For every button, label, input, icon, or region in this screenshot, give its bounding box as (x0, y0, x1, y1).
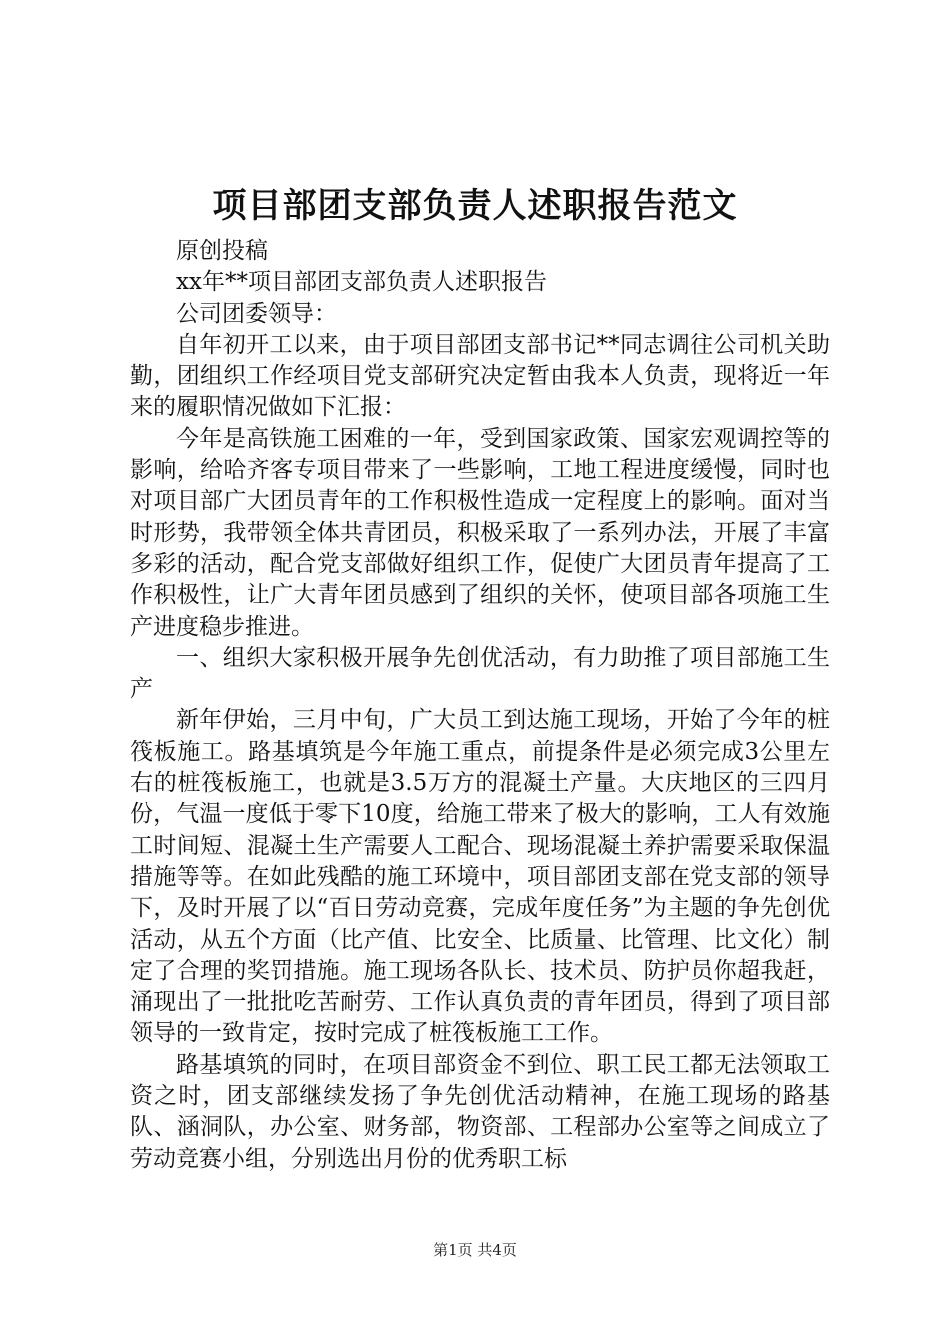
document-title: 项目部团支部负责人述职报告范文 (212, 186, 738, 226)
paragraph-roadbed: 路基填筑的同时，在项目部资金不到位、职工民工都无法领取工资之时，团支部继续发扬了争先创优活动精神，在施工现场的路基队、涵洞队，办公室、财务部，物资部、工程部办公室等之间成立了劳动竞赛小组，分别选出月份的优秀职工标 (130, 1051, 830, 1172)
paragraph-report-heading: xx年**项目部团支部负责人述职报告 (176, 269, 547, 296)
page-number-footer: 第1页 共4页 (433, 1241, 517, 1259)
document-body (130, 236, 830, 1175)
paragraph-competition: 新年伊始，三月中旬，广大员工到达施工现场，开始了今年的桩筏板施工。路基填筑是今年施工重点，前提条件是必须完成3公里左右的桩筏板施工，也就是3.5万方的混凝土产量。大庆地区的三四月份，气温一度低于零下10度，给施工带来了极大的影响，工人有效施工时间短、混凝土生产需要人工配合、现场混凝土养护需要采取保温措施等等。在如此残酷的施工环境中，项目部团支部在党支部的领导下，及时开展了以“百日劳动竞赛，完成年度任务”为主题的争先创优活动，从五个方面（比产值、比安全、比质量、比管理、比文化）制定了合理的奖罚措施。施工现场各队长、技术员、防护员你超我赶，涌现出了一批批吃苦耐劳、工作认真负责的青年团员，得到了项目部领导的一致肯定，按时完成了桩筏板施工工作。 (130, 707, 830, 1047)
paragraph-source: 原创投稿 (176, 238, 268, 264)
paragraph-situation: 今年是高铁施工困难的一年，受到国家政策、国家宏观调控等的影响，给哈齐客专项目带来了一些影响，工地工程进度缓慢，同时也对项目部广大团员青年的工作积极性造成一定程度上的影响。面对当时形势，我带领全体共青团员，积极采取了一系列办法，开展了丰富多彩的活动，配合党支部做好组织工作，促使广大团员青年提高了工作积极性，让广大青年团员感到了组织的关怀，使项目部各项施工生产进度稳步推进。 (130, 425, 830, 640)
paragraph-intro: 自年初开工以来，由于项目部团支部书记**同志调往公司机关助勤，团组织工作经项目党支部研究决定暂由我本人负责，现将近一年来的履职情况做如下汇报： (130, 331, 830, 421)
section-heading-1: 一、组织大家积极开展争先创优活动，有力助推了项目部施工生产 (130, 644, 830, 703)
paragraph-salutation: 公司团委领导： (176, 300, 337, 327)
